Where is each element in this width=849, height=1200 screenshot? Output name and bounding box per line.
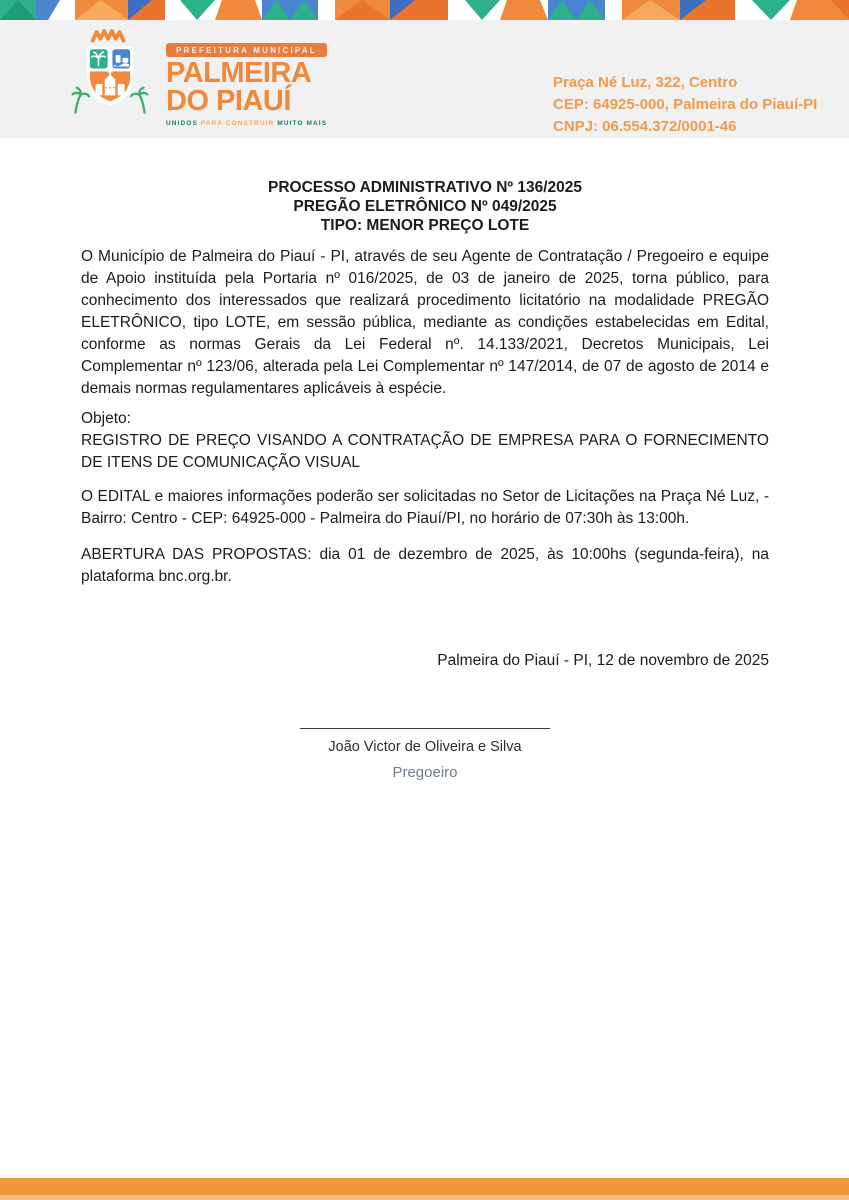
- decorative-top-strip: [0, 0, 849, 20]
- contact-info: [553, 72, 817, 138]
- signature-role: Pregoeiro: [392, 764, 458, 781]
- objeto-text: REGISTRO DE PREÇO VISANDO A CONTRATAÇÃO DE EMPRESA PARA O FORNECIMENTO DE ITENS DE COMUNICAÇÃO VISUAL: [81, 432, 769, 471]
- title-pregao: PREGÃO ELETRÔNICO Nº 049/2025: [293, 198, 557, 215]
- signature-name: João Victor de Oliveira e Silva: [328, 739, 522, 755]
- abertura-paragraph: ABERTURA DAS PROPOSTAS: dia 01 de dezembro de 2025, às 10:00hs (segunda-feira), na plataforma bnc.org.br.: [81, 546, 769, 585]
- letterhead: [0, 20, 849, 138]
- edital-paragraph: O EDITAL e maiores informações poderão ser solicitadas no Setor de Licitações na Praça Né Luz, - Bairro: Centro - CEP: 64925-000 - Palmeira do Piauí/PI, no horário de 07:30h às 13:00h.: [81, 488, 769, 527]
- document-body: [81, 178, 769, 781]
- objeto-section: [81, 408, 769, 474]
- municipal-crest: [62, 28, 158, 137]
- date-line: Palmeira do Piauí - PI, 12 de novembro de 2025: [437, 652, 769, 669]
- title-tipo: TIPO: MENOR PREÇO LOTE: [320, 217, 530, 234]
- logo-city-name: [166, 57, 396, 117]
- signature-block: [81, 728, 769, 781]
- contact-address: Praça Né Luz, 322, Centro: [553, 74, 738, 91]
- logo-city-line1: PALMEIRA: [166, 57, 312, 89]
- document-title: [81, 178, 769, 235]
- bunting-pattern-graphic: [0, 0, 849, 20]
- signature-line: [300, 728, 550, 729]
- logo-city-line2: DO PIAUÍ: [166, 84, 291, 117]
- footer-accent-bar: [0, 1178, 849, 1200]
- objeto-label: Objeto:: [81, 410, 131, 427]
- tagline-part3: MUITO MAIS: [277, 120, 328, 128]
- intro-paragraph: O Município de Palmeira do Piauí - PI, através de seu Agente de Contratação / Pregoeiro e equipe de Apoio instituída pela Portaria nº 016/2025, de 03 de janeiro de 2025, torna público, para conhecimento dos interessados que realizará procedimento licitatório na modalidade PREGÃO ELETRÔNICO, tipo LOTE, em sessão pública, mediante as condições estabelecidas em Edital, conforme as normas Gerais da Lei Federal nº. 14.133/2021, Decretos Municipais, Lei Complementar nº 123/06, alterada pela Lei Complementar nº 147/2014, de 07 de agosto de 2014 e demais normas regulamentares aplicáveis à espécie.: [81, 248, 769, 397]
- contact-cep: CEP: 64925-000, Palmeira do Piauí-PI: [553, 96, 818, 113]
- title-processo: PROCESSO ADMINISTRATIVO Nº 136/2025: [267, 179, 583, 196]
- logo-tagline: [166, 120, 396, 127]
- crest-icon: [62, 28, 158, 132]
- logo-banner: PREFEITURA MUNICIPAL: [166, 43, 327, 57]
- tagline-part1: UNIDOS: [166, 120, 201, 128]
- tagline-part2: PARA CONSTRUIR: [200, 120, 278, 128]
- contact-cnpj: CNPJ: 06.554.372/0001-46: [553, 118, 737, 135]
- logo-wordmark: [166, 40, 396, 127]
